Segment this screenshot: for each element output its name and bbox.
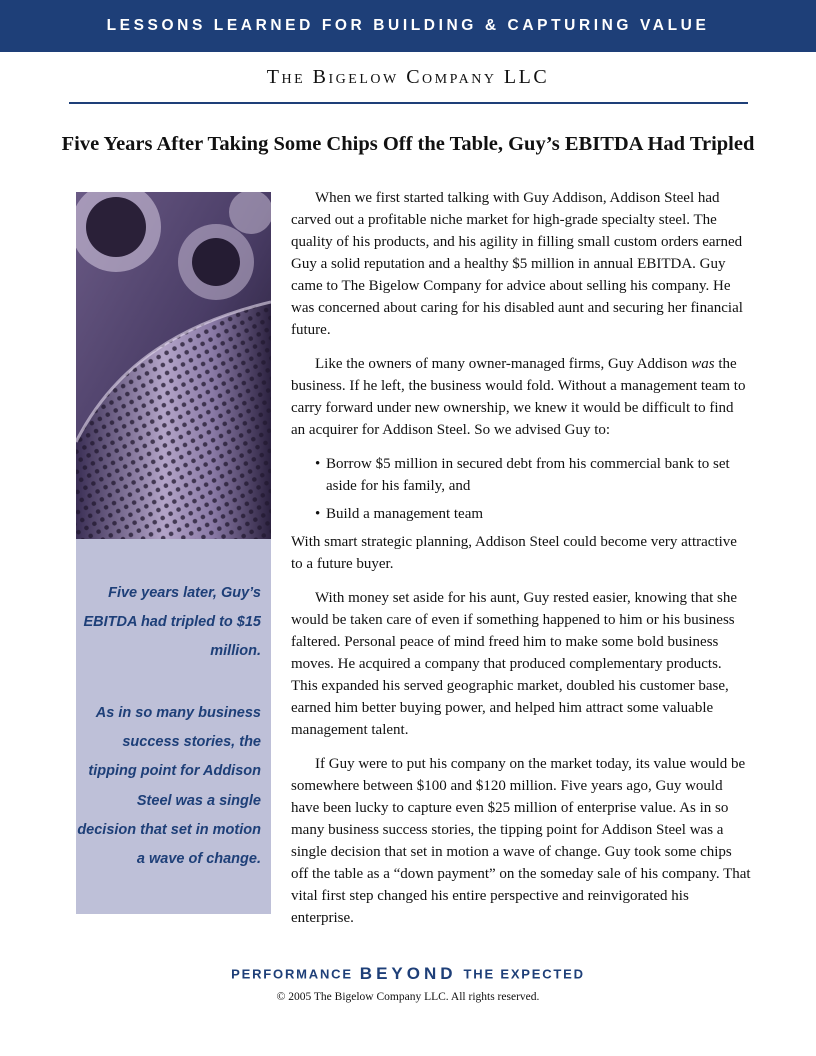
page-title: Five Years After Taking Some Chips Off the Table, Guy’s EBITDA Had Tripled <box>61 133 755 155</box>
footer-tagline <box>0 964 816 984</box>
paragraph-5: If Guy were to put his company on the market today, its value would be somewhere between $100 and $120 million. Five years ago, Guy would have been lucky to capture even $25 million of enterprise value. As in so many business success stories, the tipping point for Addison Steel was a single decision that set in motion a wave of change. Guy took some chips off the table as a “down payment” on the someday sale of his company. That vital first step changed his entire perspective and reinvigorated his enterprise. <box>291 756 751 926</box>
top-banner <box>0 0 816 52</box>
pull-quote-tipping-point: As in so many business success stories, the tipping point for Addison Steel was a single decision that set in motion a wave of change. <box>77 705 261 868</box>
advice-list <box>291 453 751 525</box>
list-item: • Borrow $5 million in secured debt from his commercial bank to set aside for his family, and <box>315 453 751 497</box>
paragraph-2-end: the business. If he left, the business would fold. Without a management team to carry forward under new ownership, we knew it would be difficult to find an acquirer for Addison Steel. So we advised Guy to: <box>291 356 746 438</box>
header-divider <box>69 102 748 104</box>
paragraph-2-start: Like the owners of many owner-managed firms, Guy Addison <box>315 356 692 372</box>
copyright-notice: © 2005 The Bigelow Company LLC. All rights reserved. <box>276 991 540 1003</box>
tagline-expected: THE EXPECTED <box>463 966 585 982</box>
paragraph-2-emphasis: was <box>691 356 715 372</box>
paragraph-1: When we first started talking with Guy Addison, Addison Steel had carved out a profitable niche market for high-grade specialty steel. The quality of his products, and his agility in filling small custom orders earned Guy a solid reputation and a healthy $5 million in annual EBITDA. Guy came to The Bigelow Company for advice about selling his company. He was concerned about caring for his disabled aunt and securing her financial future. <box>291 190 743 338</box>
pull-quote-sidebar <box>76 539 271 914</box>
paragraph-4: With money set aside for his aunt, Guy rested easier, knowing that she would be taken care of even if something happened to him or his business faltered. Personal peace of mind freed him to make some bold business moves. He acquired a company that produced complementary products. This expanded his served geographic market, doubled his customer base, earned him better buying power, and helped him attract some valuable management talent. <box>291 590 738 738</box>
paragraph-3: With smart strategic planning, Addison Steel could become very attractive to a future buyer. <box>291 534 737 572</box>
perforated-steel-photo <box>76 192 271 539</box>
article-body <box>291 187 751 941</box>
company-name: The Bigelow Company LLC <box>266 66 550 88</box>
banner-text: LESSONS LEARNED FOR BUILDING & CAPTURING VALUE <box>106 17 710 34</box>
pull-quote-ebitda: Five years later, Guy’s EBITDA had tripled to $15 million. <box>83 585 261 660</box>
tagline-beyond: BEYOND <box>359 964 457 983</box>
tagline-performance: PERFORMANCE <box>231 966 353 982</box>
list-item: • Build a management team <box>315 503 751 525</box>
paragraph-2 <box>291 353 751 441</box>
